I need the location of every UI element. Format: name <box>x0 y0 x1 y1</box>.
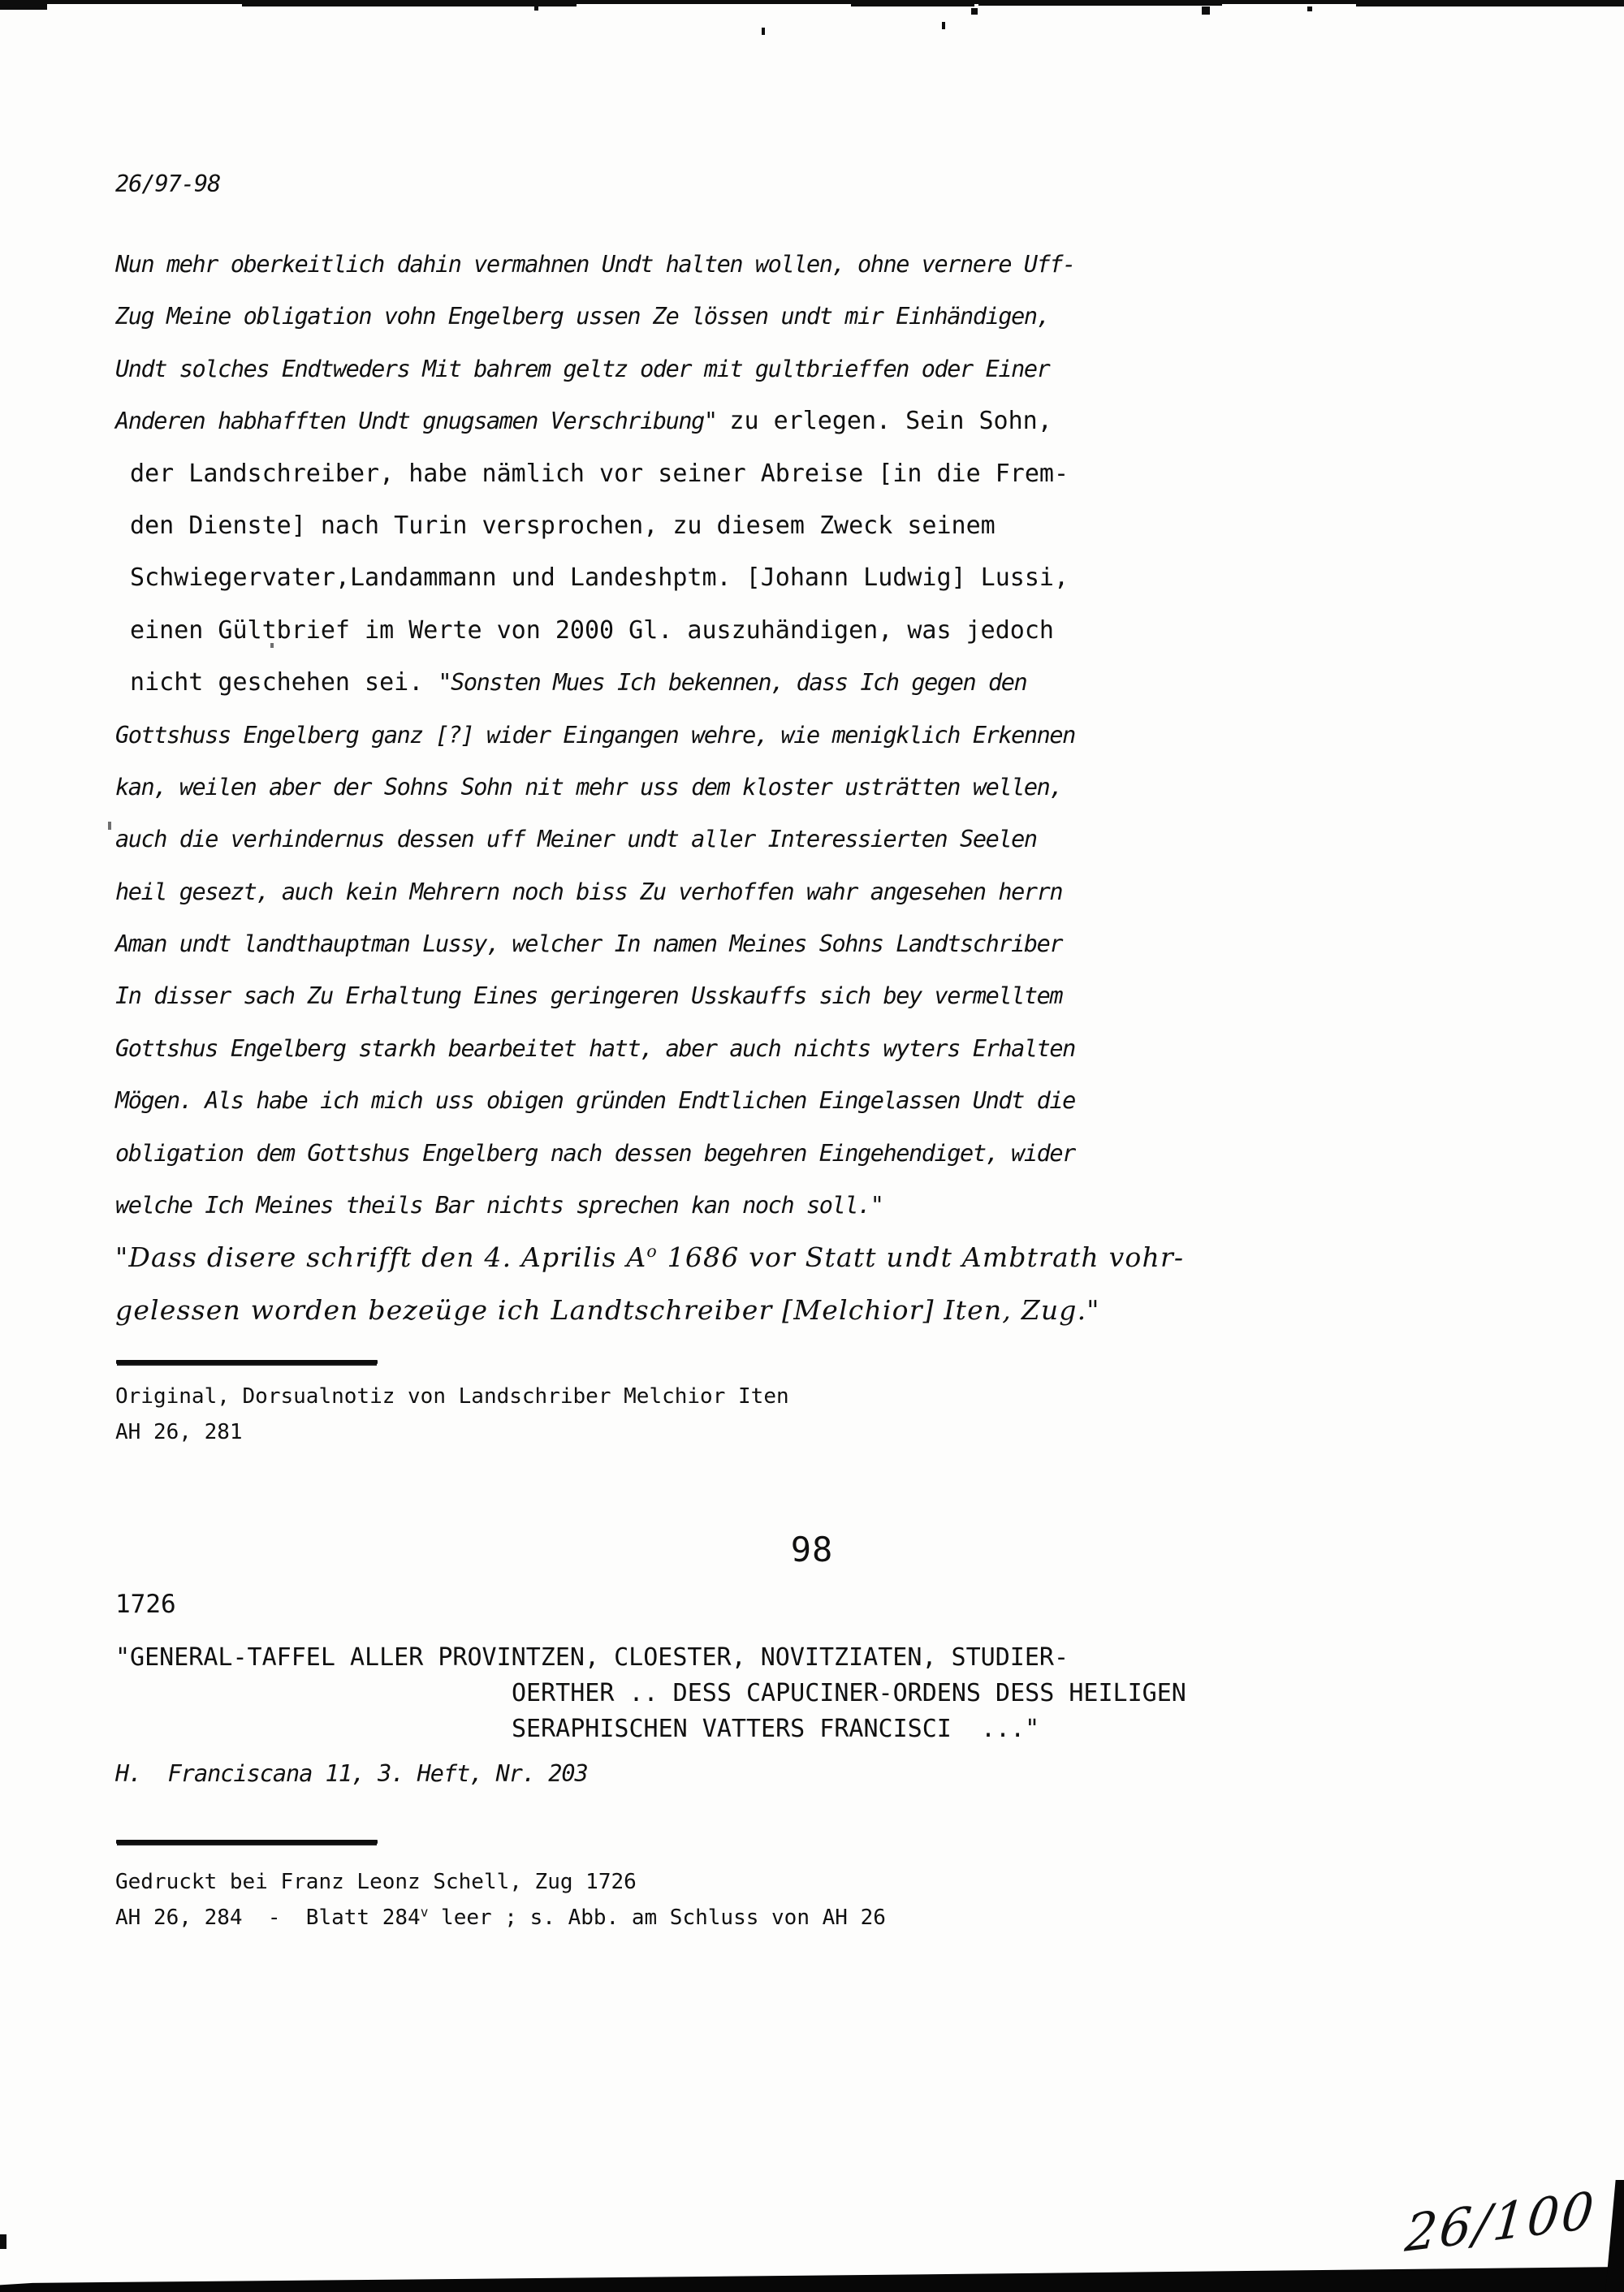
text-line <box>115 1180 1496 1232</box>
text-segment: AH 26, 284 - Blatt 284 <box>115 1906 421 1930</box>
text-segment: Mögen. Als habe ich mich uss obigen gründen Endtlichen Eingelassen Undt die <box>115 1087 1075 1115</box>
text-segment: der Landschreiber, habe nämlich vor seiner Abreise [in die Frem- <box>115 459 1069 488</box>
source-note-line: AH 26, 281 <box>115 1420 243 1444</box>
scan-speck <box>762 28 765 35</box>
text-line <box>115 605 1496 657</box>
text-line <box>115 395 1496 447</box>
text-line <box>115 1128 1496 1180</box>
text-line <box>115 552 1496 604</box>
entry-title-line-1: "GENERAL-TAFFEL ALLER PROVINTZEN, CLOESTER, NOVITZIATEN, STUDIER- <box>115 1643 1069 1672</box>
text-segment: 1686 vor Statt undt Ambtrath vohr- <box>657 1241 1185 1274</box>
source-note-1 <box>115 1379 789 1450</box>
text-segment: heil gesezt, auch kein Mehrern noch biss Zu verhoffen wahr angesehen herrn <box>115 878 1063 905</box>
entry-year: 1726 <box>115 1590 176 1619</box>
scan-speck <box>534 6 538 11</box>
divider-rule <box>116 1840 378 1844</box>
scan-artifact-top-edge <box>1356 0 1624 6</box>
text-segment: Aman undt landthauptman Lussy, welcher In namen Meines Sohns Landtschriber <box>115 930 1063 958</box>
main-text-block <box>115 239 1496 1336</box>
source-note-line <box>115 1900 886 1936</box>
text-line <box>115 291 1496 343</box>
scan-speck <box>942 22 945 29</box>
text-line <box>115 1284 1496 1336</box>
text-segment: Zug Meine obligation vohn Engelberg ussen Ze lössen undt mir Einhändigen, <box>115 303 1050 330</box>
text-line <box>115 866 1496 918</box>
text-segment: auch die verhindernus dessen uff Meiner undt aller Interessierten Seelen <box>115 826 1037 853</box>
text-segment: In disser sach Zu Erhaltung Eines geringeren Usskauffs sich bey vermelltem <box>115 982 1063 1010</box>
text-segment: "Sonsten Mues Ich bekennen, dass Ich gegen den <box>438 669 1027 697</box>
text-segment: leer ; s. Abb. am Schluss von AH 26 <box>428 1906 886 1930</box>
text-line <box>115 918 1496 970</box>
source-note-line: Gedruckt bei Franz Leonz Schell, Zug 1726 <box>115 1870 637 1894</box>
text-segment: Undt solches Endtweders Mit bahrem geltz oder mit gultbrieffen oder Einer <box>115 355 1050 382</box>
page-folio-label: 26/97-98 <box>115 170 221 197</box>
entry-title-line-2: OERTHER .. DESS CAPUCINER-ORDENS DESS HEILIGEN <box>512 1679 1186 1707</box>
scan-speck <box>1307 6 1312 11</box>
source-note-2 <box>115 1864 886 1936</box>
text-segment: Anderen habhafften Undt gnugsamen Verschribung" <box>115 408 730 435</box>
text-line <box>115 500 1496 552</box>
text-segment: Schwiegervater,Landammann und Landeshptm. [Johann Ludwig] Lussi, <box>115 563 1069 593</box>
text-segment: zu erlegen. Sein Sohn, <box>729 407 1052 436</box>
text-line <box>115 1232 1496 1284</box>
text-segment: nicht geschehen sei. <box>115 668 438 697</box>
text-segment: einen Gültbrief im Werte von 2000 Gl. auszuhändigen, was jedoch <box>115 615 1054 645</box>
text-segment: Gottshus Engelberg starkh bearbeitet hatt, aber auch nichts wyters Erhalten <box>115 1034 1075 1062</box>
entry-number: 98 <box>790 1530 834 1569</box>
text-line <box>115 448 1496 500</box>
text-line <box>115 710 1496 762</box>
text-segment: gelessen worden bezeüge ich Landtschreiber [Melchior] Iten, Zug." <box>115 1293 1100 1326</box>
scan-artifact-top-edge <box>851 0 974 6</box>
source-note-line: Original, Dorsualnotiz von Landschriber Melchior Iten <box>115 1384 789 1409</box>
divider-rule <box>116 1360 378 1364</box>
scan-artifact-bottom-edge <box>0 2257 1624 2292</box>
text-line <box>115 239 1496 291</box>
scan-speck <box>1202 6 1210 15</box>
scan-artifact-top-edge <box>242 0 577 6</box>
text-segment: Gottshuss Engelberg ganz [?] wider Eingangen wehre, wie menigklich Erkennen <box>115 721 1075 749</box>
entry-title-line-3: SERAPHISCHEN VATTERS FRANCISCI ..." <box>512 1715 1040 1743</box>
scan-artifact-top-edge <box>0 0 47 10</box>
scan-speck <box>971 8 978 15</box>
text-line <box>115 343 1496 395</box>
text-line <box>115 970 1496 1022</box>
text-line <box>115 762 1496 814</box>
text-segment: welche Ich Meines theils Bar nichts sprechen kan noch soll." <box>115 1192 883 1219</box>
text-segment: v <box>420 1904 429 1920</box>
text-segment: den Dienste] nach Turin versprochen, zu diesem Zweck seinem <box>115 511 996 540</box>
text-line <box>115 657 1496 709</box>
text-line <box>115 1075 1496 1127</box>
scan-speck <box>0 2234 6 2249</box>
scan-speck <box>108 822 111 830</box>
text-segment: kan, weilen aber der Sohns Sohn nit mehr uss dem kloster usträtten wellen, <box>115 773 1063 801</box>
handwritten-folio-number: 26/100 <box>1402 2179 1599 2264</box>
entry-reference: H. Franciscana 11, 3. Heft, Nr. 203 <box>115 1760 588 1787</box>
text-line <box>115 814 1496 865</box>
scan-artifact-top-edge <box>978 0 1222 6</box>
text-line <box>115 1023 1496 1075</box>
scan-artifact-right-edge <box>1605 2180 1624 2292</box>
text-segment: o <box>646 1241 658 1262</box>
text-segment: Nun mehr oberkeitlich dahin vermahnen Undt halten wollen, ohne vernere Uff- <box>115 251 1075 278</box>
text-segment: "Dass disere schrifft den 4. Aprilis A <box>115 1241 647 1274</box>
text-segment: obligation dem Gottshus Engelberg nach dessen begehren Eingehendiget, wider <box>115 1139 1075 1167</box>
